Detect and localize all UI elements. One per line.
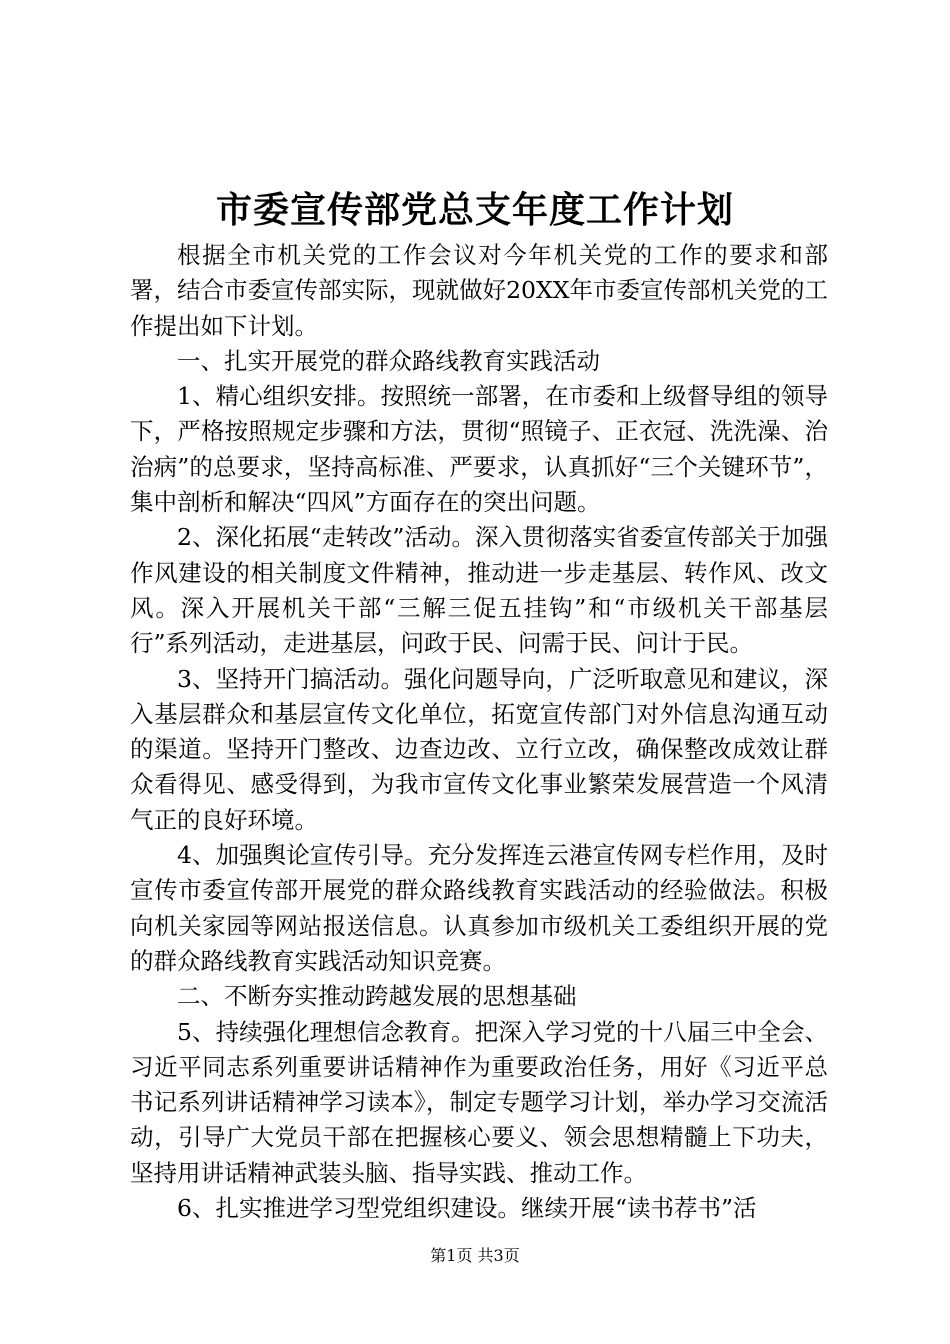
item-paragraph-6: 6、扎实推进学习型党组织建设。继续开展“读书荐书”活 bbox=[177, 1194, 757, 1223]
document-body bbox=[130, 238, 828, 1226]
item-paragraph-5: 5、持续强化理想信念教育。把深入学习党的十八届三中全会、习近平同志系列重要讲话精神作为重要政治任务，用好《习近平总书记系列讲话精神学习读本》，制定专题学习计划，举办学习交流活动，引导广大党员干部在把握核心要义、领会思想精髓上下功夫，坚持用讲话精神武装头脑、指导实践、推动工作。 bbox=[130, 1017, 828, 1187]
item-paragraph-4: 4、加强舆论宣传引导。充分发挥连云港宣传网专栏作用，及时宣传市委宣传部开展党的群众路线教育实践活动的经验做法。积极向机关家园等网站报送信息。认真参加市级机关工委组织开展的党的群众路线教育实践活动知识竞赛。 bbox=[130, 841, 828, 975]
section-heading-1: 一、扎实开展党的群众路线教育实践活动 bbox=[177, 346, 600, 375]
item-paragraph-2: 2、深化拓展“走转改”活动。深入贯彻落实省委宣传部关于加强作风建设的相关制度文件精神，推动进一步走基层、转作风、改文风。深入开展机关干部“三解三促五挂钩”和“市级机关干部基层行”系列活动，走进基层，问政于民、问需于民、问计于民。 bbox=[130, 523, 828, 658]
item-paragraph-3: 3、坚持开门搞活动。强化问题导向，广泛听取意见和建议，深入基层群众和基层宣传文化单位，拓宽宣传部门对外信息沟通互动的渠道。坚持开门整改、边查边改、立行立改，确保整改成效让群众看得见、感受得到，为我市宣传文化事业繁荣发展营造一个风清气正的良好环境。 bbox=[130, 664, 828, 834]
document-title: 市委宣传部党总支年度工作计划 bbox=[215, 189, 734, 231]
intro-paragraph: 根据全市机关党的工作会议对今年机关党的工作的要求和部署，结合市委宣传部实际，现就做好20XX年市委宣传部机关党的工作提出如下计划。 bbox=[130, 241, 828, 340]
item-paragraph-1: 1、精心组织安排。按照统一部署，在市委和上级督导组的领导下，严格按照规定步骤和方法，贯彻“照镜子、正衣冠、洗洗澡、治治病”的总要求，坚持高标准、严要求，认真抓好“三个关键环节”，集中剖析和解决“四风”方面存在的突出问题。 bbox=[130, 382, 828, 517]
page-footer: 第1页 共3页 bbox=[430, 1246, 520, 1265]
section-heading-2: 二、不断夯实推动跨越发展的思想基础 bbox=[177, 982, 577, 1011]
